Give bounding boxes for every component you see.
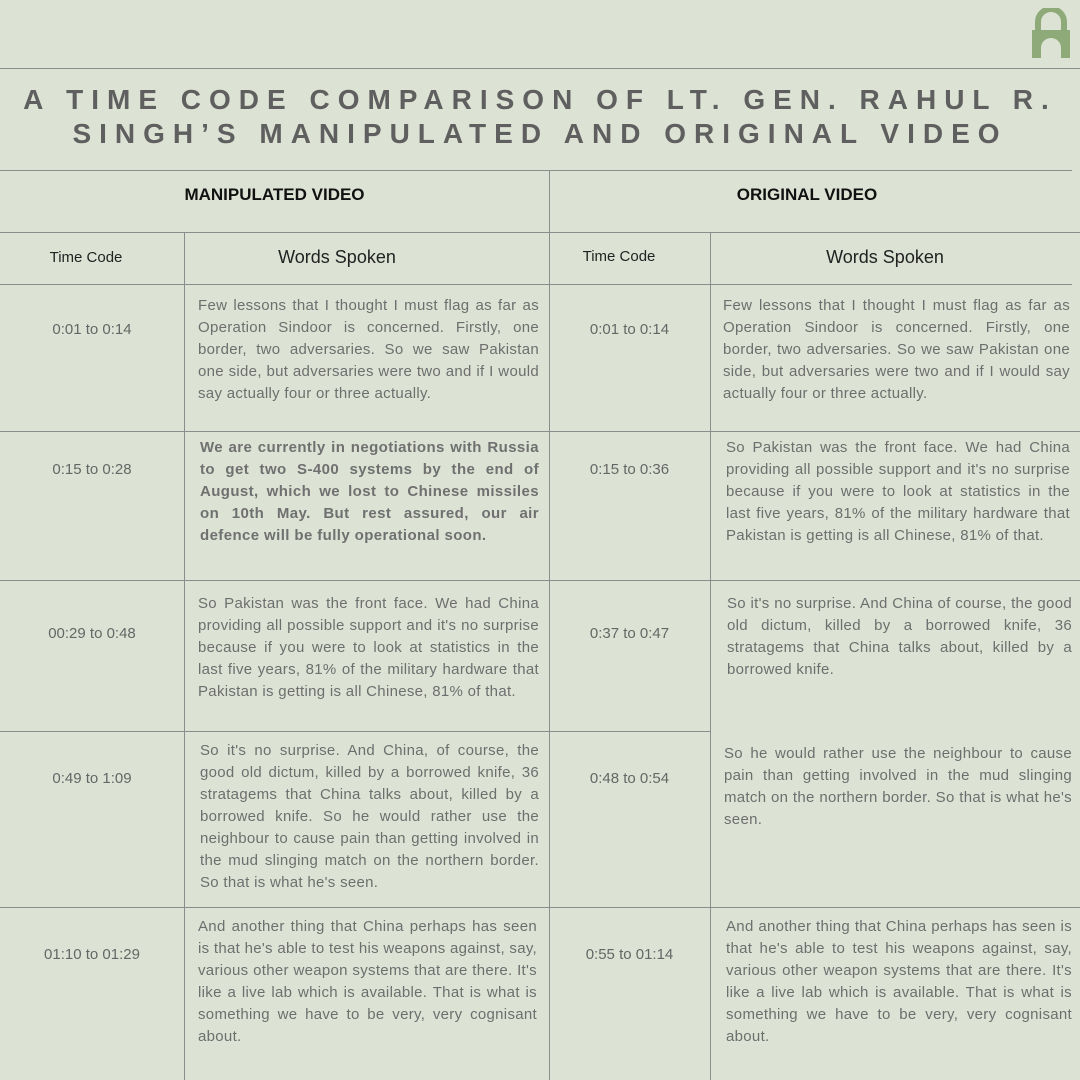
words-cell: So Pakistan was the front face. We had China providing all possible support and it's no surprise because if you were to look at statistics in the last five years, 81% of the military hardware that Pakistan is getting is all Chinese, 81% of that. — [726, 439, 1070, 544]
manipulated-inserted-words-cell: We are currently in negotiations with Russia to get two S-400 systems by the end of August, which we lost to Chinese missiles on 10th May. But rest assured, our air defence will be fully operational soon. — [200, 439, 539, 544]
time-code-cell: 0:48 to 0:54 — [589, 770, 670, 787]
manipulated-time-code-header: Time Code — [49, 249, 123, 266]
time-code-cell: 0:49 to 1:09 — [52, 770, 132, 787]
original-video-heading: ORIGINAL VIDEO — [736, 185, 878, 204]
words-cell: Few lessons that I thought I must flag as far as Operation Sindoor is concerned. Firstly, one border, two adversaries. So we saw Pakistan one side, but adversaries were two and if I would say actually four or three actually. — [723, 297, 1070, 402]
words-cell: So it's no surprise. And China, of course, the good old dictum, killed by a borrowed knife, 36 stratagems that China talks about, killed by a borrowed knife. So he would rather use the neighbour to cause pain than getting involved in the mud slinging match on the northern border. So that is what he's seen. — [200, 742, 539, 891]
original-words-header: Words Spoken — [826, 247, 944, 267]
words-cell: So Pakistan was the front face. We had China providing all possible support and it's no surprise because if you were to look at statistics in the last five years, 81% of the military hardware that Pakistan is getting is all Chinese, 81% of that. — [198, 595, 539, 700]
page-title: A TIME CODE COMPARISON OF LT. GEN. RAHUL R. SINGH’S MANIPULATED AND ORIGINAL VIDEO — [23, 84, 1057, 149]
words-cell: And another thing that China perhaps has seen is that he's able to test his weapons against, say, various other weapon systems that are there. It's like a live lab which is available. That is what is something we have to be very, very cognisant about. — [726, 918, 1072, 1045]
manipulated-words-header: Words Spoken — [278, 247, 396, 267]
time-code-cell: 0:01 to 0:14 — [589, 321, 670, 338]
words-cell: Few lessons that I thought I must flag as far as Operation Sindoor is concerned. Firstly, one border, two adversaries. So we saw Pakistan one side, but adversaries were two and if I would say actually four or three actually. — [198, 297, 539, 402]
words-cell: So it's no surprise. And China of course, the good old dictum, killed by a borrowed knife, 36 stratagems that China talks about, killed by a borrowed knife. — [727, 595, 1072, 678]
manipulated-video-heading: MANIPULATED VIDEO — [184, 185, 365, 204]
time-code-cell: 0:55 to 01:14 — [585, 946, 674, 963]
time-code-cell: 0:01 to 0:14 — [52, 321, 132, 338]
original-time-code-header: Time Code — [582, 248, 656, 265]
time-code-cell: 0:15 to 0:28 — [52, 461, 132, 478]
time-code-cell: 0:15 to 0:36 — [589, 461, 670, 478]
time-code-cell: 0:37 to 0:47 — [589, 625, 670, 642]
time-code-cell: 01:10 to 01:29 — [44, 946, 140, 963]
lock-shield-icon — [1030, 8, 1072, 60]
words-cell: And another thing that China perhaps has seen is that he's able to test his weapons against, say, various other weapon systems that are there. It's like a live lab which is available. That is what is something we have to be very, very cognisant about. — [198, 918, 537, 1045]
words-cell: So he would rather use the neighbour to cause pain than getting involved in the mud slinging match on the northern border. So that is what he's seen. — [724, 745, 1072, 828]
time-code-cell: 00:29 to 0:48 — [48, 625, 136, 642]
